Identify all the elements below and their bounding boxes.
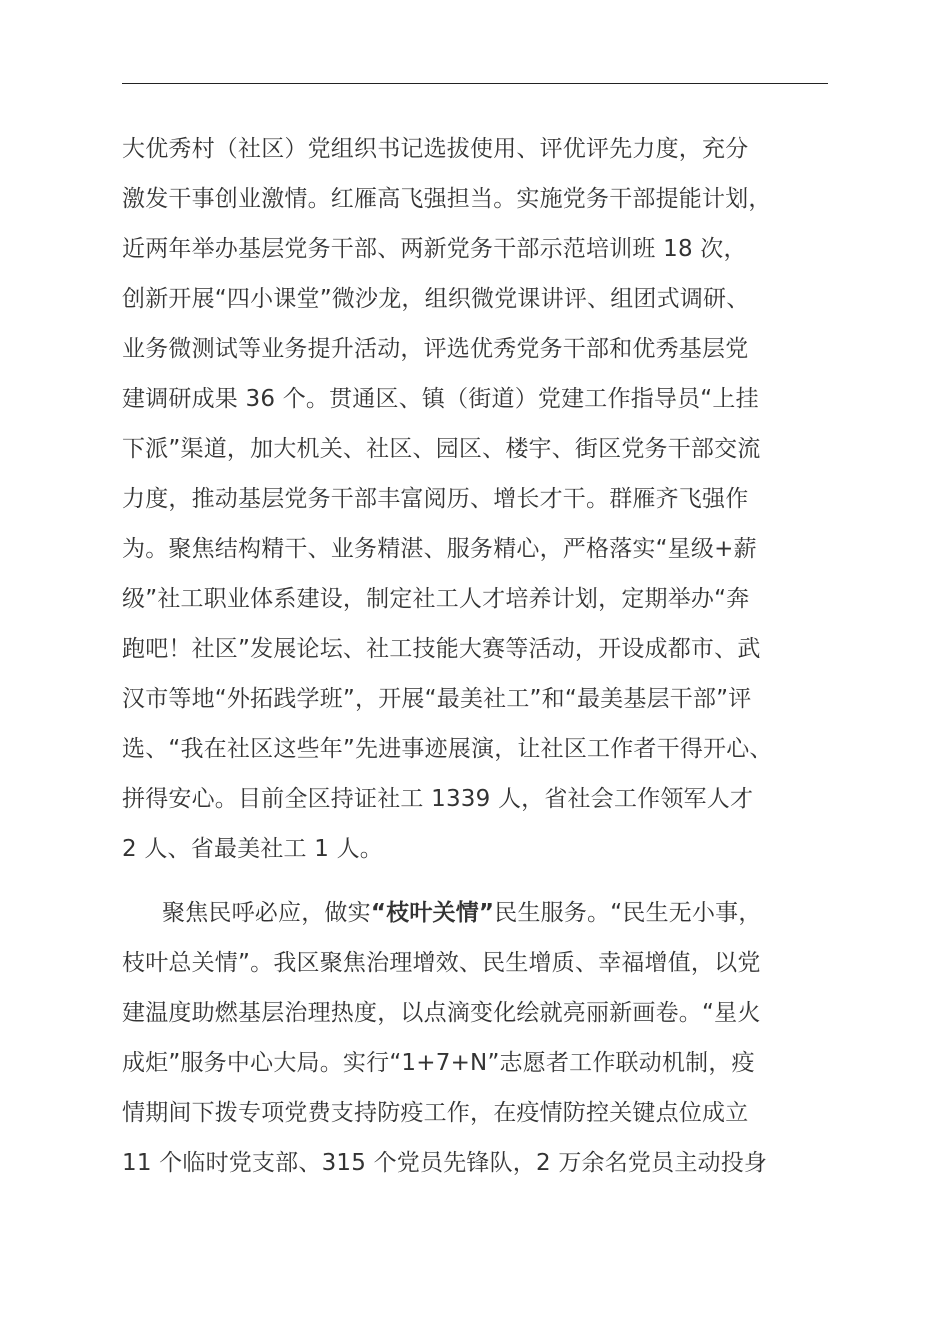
paragraph-2 — [122, 888, 842, 1188]
text-line: 近两年举办基层党务干部、两新党务干部示范培训班 18 次， — [122, 236, 747, 262]
text-line: 创新开展“四小课堂”微沙龙，组织微党课讲评、组团式调研、 — [122, 286, 750, 312]
text-line: 跑吧！社区”发展论坛、社工技能大赛等活动，开设成都市、武 — [122, 636, 761, 662]
text-line: 下派”渠道，加大机关、社区、园区、楼宇、街区党务干部交流 — [122, 436, 761, 462]
text-line: 业务微测试等业务提升活动，评选优秀党务干部和优秀基层党 — [122, 336, 749, 362]
text-line-first — [122, 888, 842, 938]
text-line: 11 个临时党支部、315 个党员先锋队，2 万余名党员主动投身 — [122, 1150, 768, 1176]
text-segment: 民生服务。“民生无小事， — [494, 900, 762, 926]
text-line: 级”社工职业体系建设，制定社工人才培养计划，定期举办“奔 — [122, 586, 750, 612]
text-line: 选、“我在社区这些年”先进事迹展演，让社区工作者干得开心、 — [122, 736, 773, 762]
text-line: 汉市等地“外拓践学班”，开展“最美社工”和“最美基层干部”评 — [122, 686, 752, 712]
text-line: 建调研成果 36 个。贯通区、镇（街道）党建工作指导员“上挂 — [122, 386, 759, 412]
bold-phrase: “枝叶关情” — [370, 900, 495, 926]
text-line: 为。聚焦结构精干、业务精湛、服务精心，严格落实“星级+薪 — [122, 536, 757, 562]
document-body — [122, 124, 842, 1188]
text-line: 2 人、省最美社工 1 人。 — [122, 836, 383, 862]
header-rule — [122, 83, 828, 84]
text-line: 激发干事创业激情。红雁高飞强担当。实施党务干部提能计划， — [122, 186, 772, 212]
text-line: 成炬”服务中心大局。实行“1+7+N”志愿者工作联动机制，疫 — [122, 1050, 755, 1076]
paragraph-spacing — [122, 874, 842, 888]
text-line: 枝叶总关情”。我区聚焦治理增效、民生增质、幸福增值，以党 — [122, 950, 761, 976]
paragraph-1 — [122, 124, 842, 874]
text-line: 大优秀村（社区）党组织书记选拔使用、评优评先力度，充分 — [122, 136, 749, 162]
text-segment: 聚焦民呼必应，做实 — [162, 900, 371, 926]
text-line: 拼得安心。目前全区持证社工 1339 人，省社会工作领军人才 — [122, 786, 754, 812]
text-line: 情期间下拨专项党费支持防疫工作，在疫情防控关键点位成立 — [122, 1100, 749, 1126]
text-line: 建温度助燃基层治理热度，以点滴变化绘就亮丽新画卷。“星火 — [122, 1000, 761, 1026]
text-line: 力度，推动基层党务干部丰富阅历、增长才干。群雁齐飞强作 — [122, 486, 749, 512]
